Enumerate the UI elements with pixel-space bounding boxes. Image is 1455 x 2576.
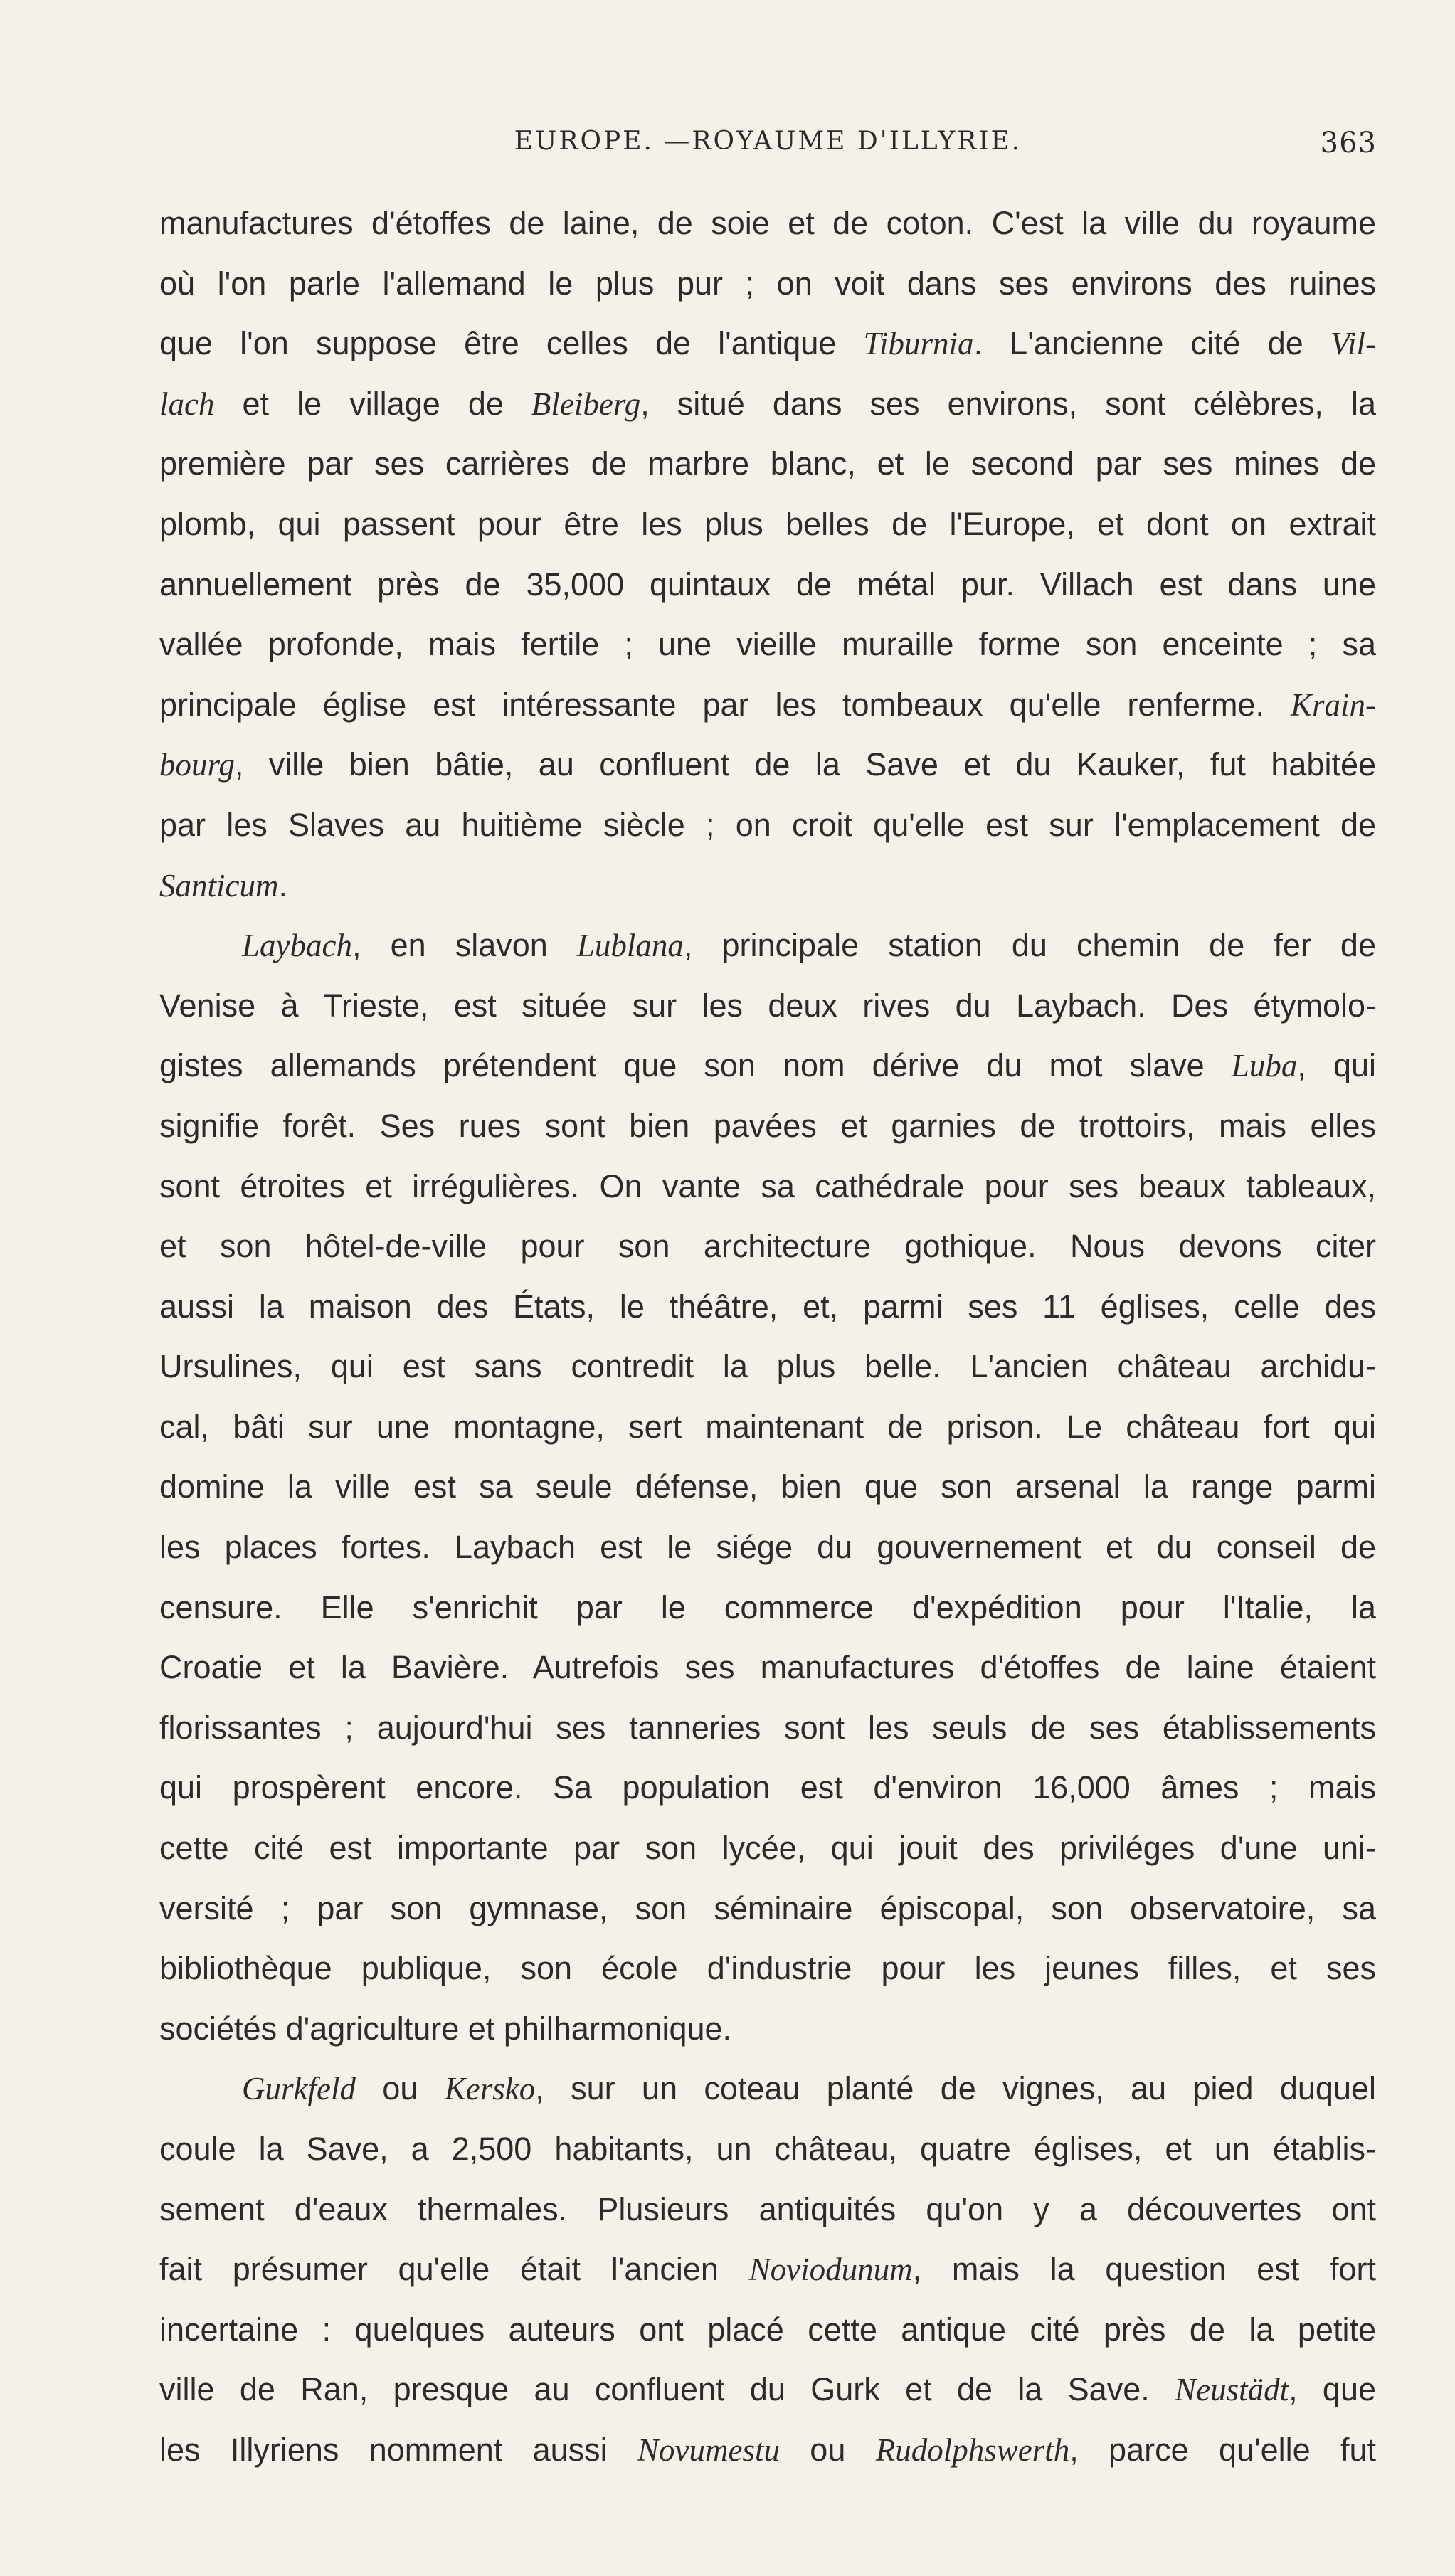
place-name-italic: Kersko (444, 2071, 536, 2107)
text-line: plomb, qui passent pour être les plus belles de l'Europe, et dont on extrait (159, 505, 1376, 542)
text-line: Ursulines, qui est sans contredit la plus belle. L'ancien château archidu- (159, 1348, 1376, 1385)
place-name-italic: Vil- (1330, 326, 1376, 362)
text-line: où l'on parle l'allemand le plus pur ; on voit dans ses environs des ruines (159, 265, 1376, 302)
text-line: ville de Ran, presque au confluent du Gurk et de la Save. Neustädt, que (159, 2371, 1376, 2408)
text-line: sement d'eaux thermales. Plusieurs antiquités qu'on y a découvertes ont (159, 2190, 1376, 2227)
text-line: gistes allemands prétendent que son nom dérive du mot slave Luba, qui (159, 1047, 1376, 1084)
text-line: cal, bâti sur une montagne, sert maintenant de prison. Le château fort qui (159, 1408, 1376, 1445)
text-line: qui prospèrent encore. Sa population est d'environ 16,000 âmes ; mais (159, 1769, 1376, 1806)
page-header (159, 127, 1377, 169)
text-line: bourg, ville bien bâtie, au confluent de la Save et du Kauker, fut habitée (159, 746, 1376, 783)
place-name-italic: Laybach (242, 928, 352, 964)
paragraph-start: Laybach, en slavon Lublana, principale station du chemin de fer de (242, 927, 1376, 964)
word-italic: Luba (1231, 1048, 1298, 1084)
text-line: Santicum. (159, 866, 287, 903)
place-name-italic: Santicum (159, 867, 279, 903)
page-number: 363 (1320, 127, 1377, 159)
text-line: incertaine : quelques auteurs ont placé cette antique cité près de la petite (159, 2311, 1376, 2348)
place-name-italic: bourg (159, 747, 235, 783)
text-line: cette cité est importante par son lycée, qui jouit des priviléges d'une uni- (159, 1830, 1376, 1867)
running-title: EUROPE. —ROYAUME D'ILLYRIE. (514, 127, 1022, 156)
text-line: sont étroites et irrégulières. On vante sa cathédrale pour ses beaux tableaux, (159, 1167, 1376, 1204)
place-name-italic: Lublana (576, 928, 684, 964)
text-line: Venise à Trieste, est située sur les deux rives du Laybach. Des étymolo- (159, 987, 1376, 1024)
text-line: vallée profonde, mais fertile ; une vieille muraille forme son enceinte ; sa (159, 626, 1376, 663)
body-text (159, 194, 1376, 2481)
text-line: lach et le village de Bleiberg, situé dans ses environs, sont célèbres, la (159, 385, 1376, 422)
text-line: florissantes ; aujourd'hui ses tanneries sont les seuls de ses établissements (159, 1709, 1376, 1746)
place-name-italic: Noviodunum (748, 2252, 913, 2288)
text-line: censure. Elle s'enrichit par le commerce d'expédition pour l'Italie, la (159, 1589, 1376, 1626)
place-name-italic: Tiburnia (863, 326, 974, 362)
text-line: fait présumer qu'elle était l'ancien Noviodunum, mais la question est fort (159, 2251, 1376, 2288)
text-line: annuellement près de 35,000 quintaux de métal pur. Villach est dans une (159, 566, 1376, 603)
text-line: Croatie et la Bavière. Autrefois ses manufactures d'étoffes de laine étaient (159, 1649, 1376, 1686)
text-line: bibliothèque publique, son école d'industrie pour les jeunes filles, et ses (159, 1950, 1376, 1987)
text-line: et son hôtel-de-ville pour son architecture gothique. Nous devons citer (159, 1228, 1376, 1265)
place-name-italic: Novumestu (637, 2432, 780, 2468)
place-name-italic: Neustädt (1175, 2372, 1289, 2408)
text-line: coule la Save, a 2,500 habitants, un château, quatre églises, et un établis- (159, 2131, 1376, 2167)
paragraph-start: Gurkfeld ou Kersko, sur un coteau planté de vignes, au pied duquel (242, 2070, 1376, 2107)
text-line: manufactures d'étoffes de laine, de soie et de coton. C'est la ville du royaume (159, 205, 1376, 241)
text-line: que l'on suppose être celles de l'antique Tiburnia. L'ancienne cité de Vil- (159, 325, 1376, 362)
place-name-italic: Krain- (1290, 687, 1376, 723)
text-line: aussi la maison des États, le théâtre, et, parmi ses 11 églises, celle des (159, 1288, 1376, 1325)
text-line: domine la ville est sa seule défense, bien que son arsenal la range parmi (159, 1468, 1376, 1505)
text-line: signifie forêt. Ses rues sont bien pavées et garnies de trottoirs, mais elles (159, 1107, 1376, 1144)
text-line: principale église est intéressante par les tombeaux qu'elle renferme. Krain- (159, 686, 1376, 723)
place-name-italic: Bleiberg (531, 386, 641, 422)
text-line: les places fortes. Laybach est le siége du gouvernement et du conseil de (159, 1529, 1376, 1566)
text-line: sociétés d'agriculture et philharmonique. (159, 2010, 732, 2047)
text-line: versité ; par son gymnase, son séminaire épiscopal, son observatoire, sa (159, 1889, 1376, 1926)
place-name-italic: Rudolphswerth (875, 2432, 1070, 2468)
place-name-italic: lach (159, 386, 215, 422)
text-line: par les Slaves au huitième siècle ; on croit qu'elle est sur l'emplacement de (159, 806, 1376, 843)
text-line: les Illyriens nomment aussi Novumestu ou Rudolphswerth, parce qu'elle fut (159, 2431, 1376, 2468)
text-line: première par ses carrières de marbre blanc, et le second par ses mines de (159, 445, 1376, 482)
place-name-italic: Gurkfeld (242, 2071, 356, 2107)
